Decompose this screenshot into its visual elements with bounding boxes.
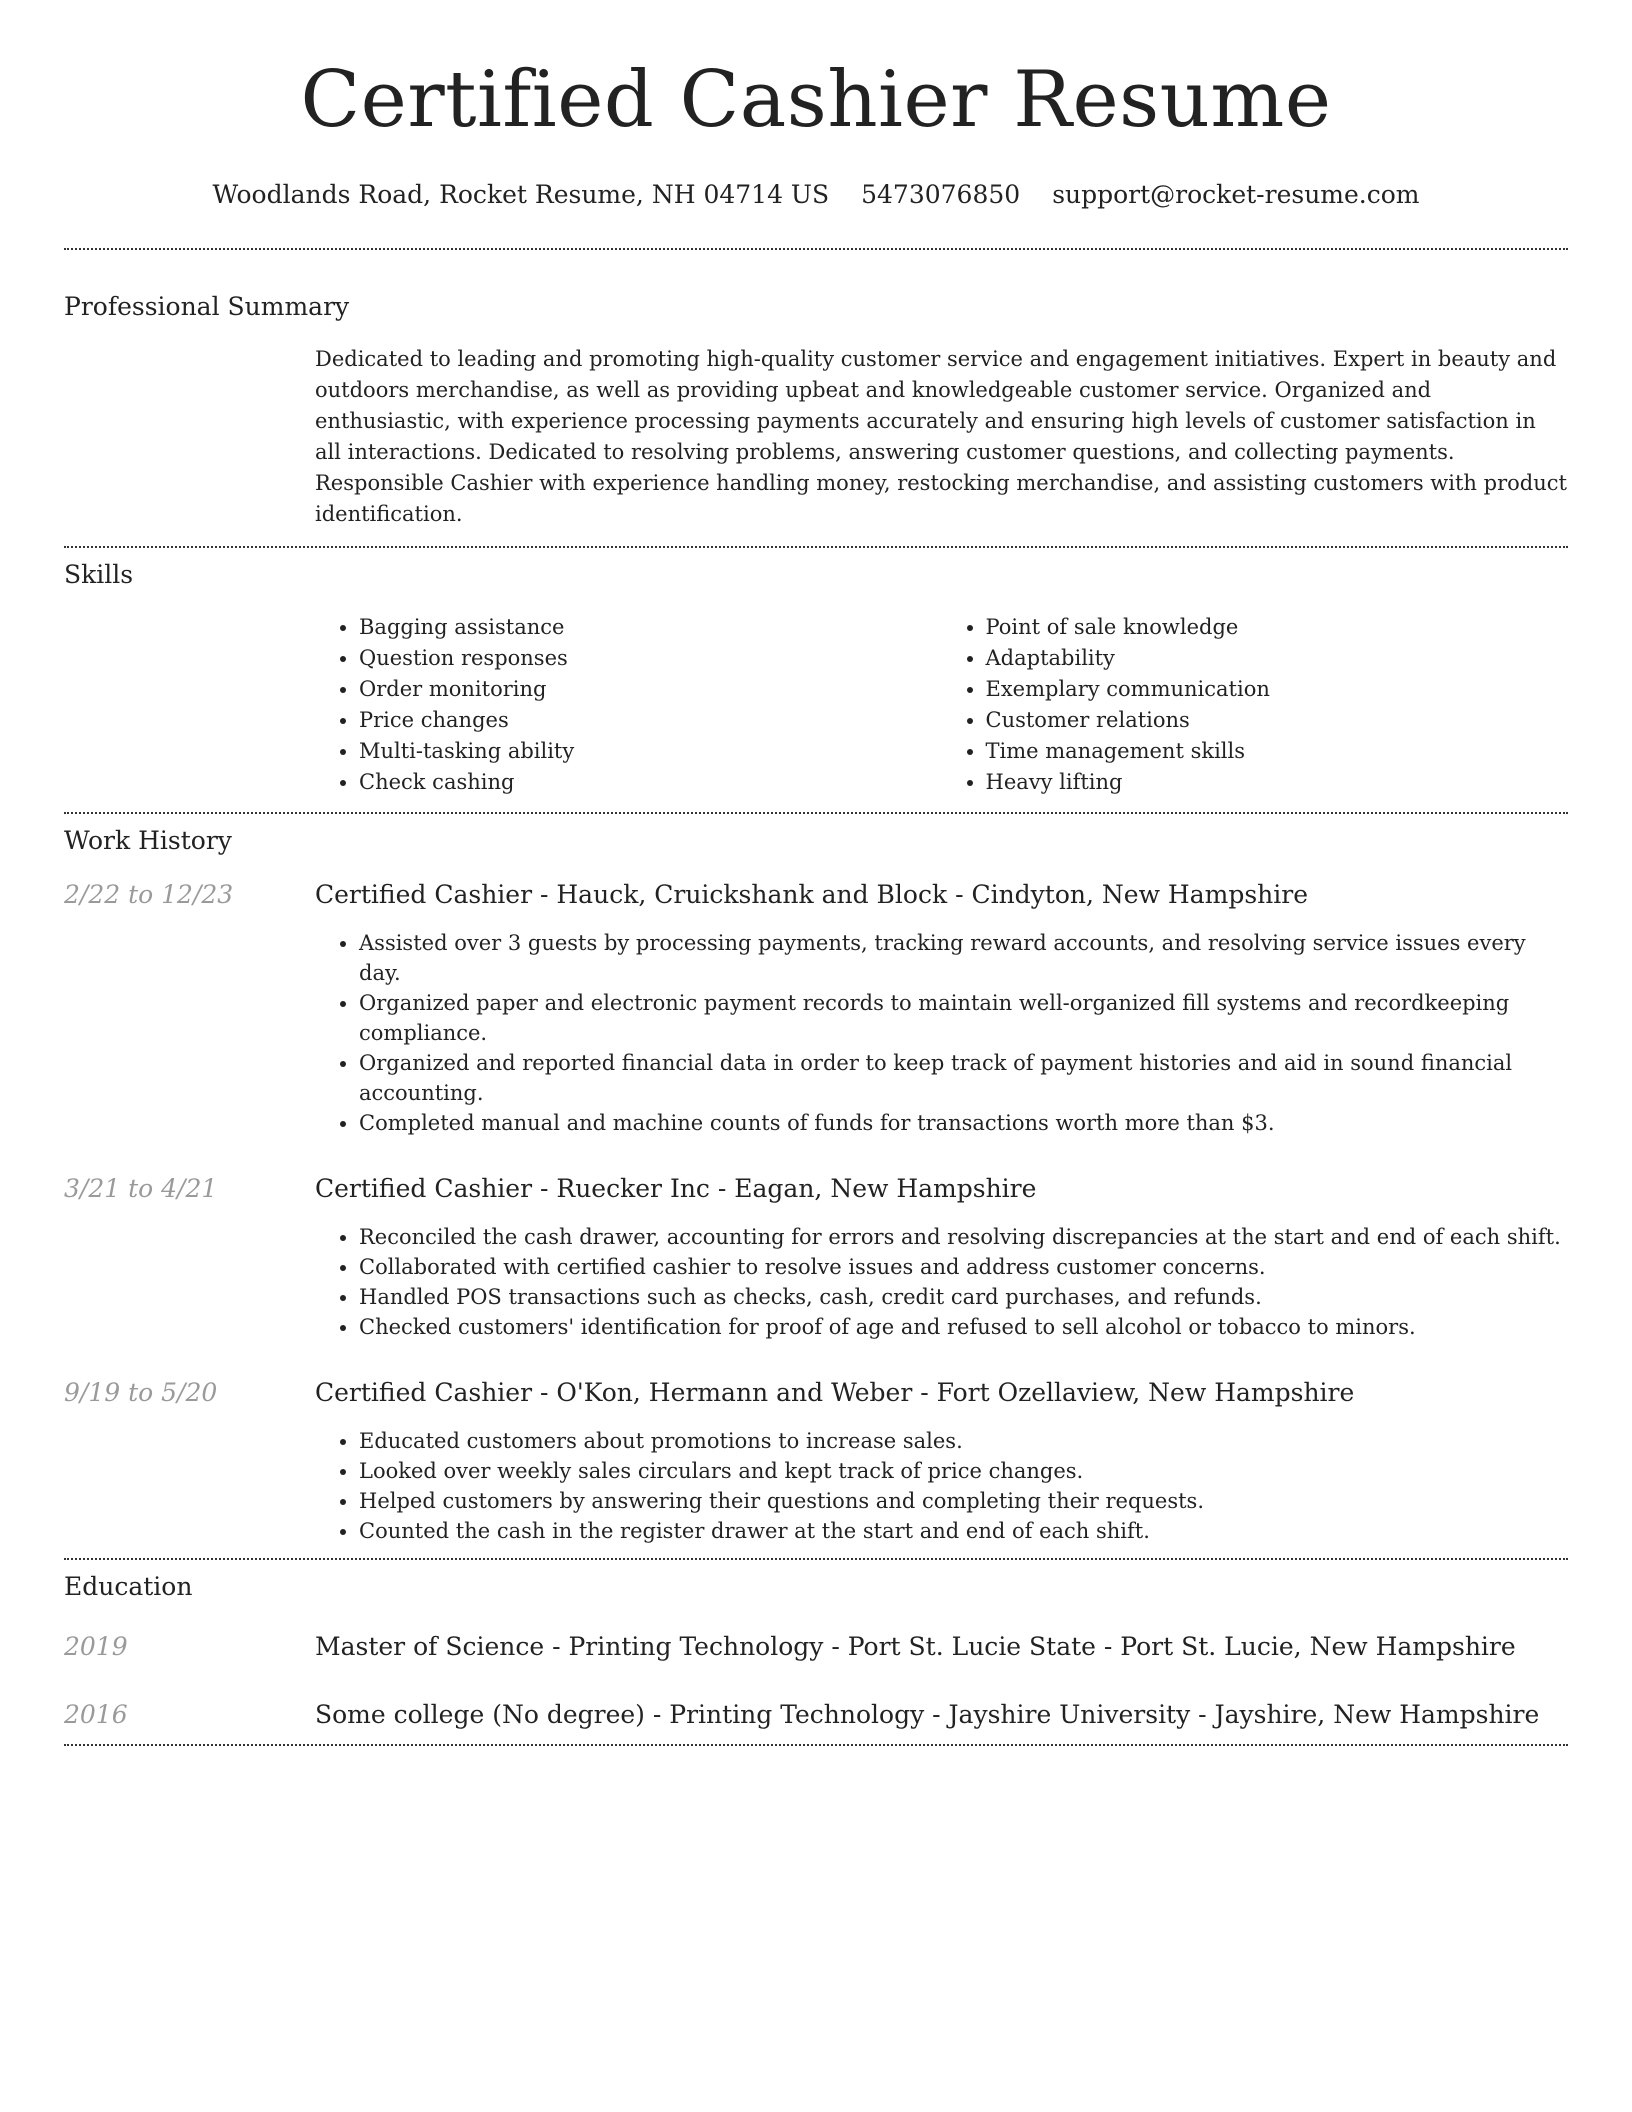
contact-email: support@rocket-resume.com	[1052, 180, 1420, 209]
education-heading: Education	[64, 1572, 193, 1601]
job-entry	[64, 1172, 1568, 1342]
contact-phone: 5473076850	[861, 180, 1021, 209]
work-history-divider	[64, 1558, 1568, 1560]
job-bullets	[315, 1222, 1568, 1342]
skills-heading: Skills	[64, 560, 134, 589]
skill-item: • Exemplary communication	[986, 674, 1569, 705]
skills-divider	[64, 812, 1568, 814]
skill-item: • Time management skills	[986, 736, 1569, 767]
summary-heading: Professional Summary	[64, 292, 350, 321]
job-bullets	[315, 1426, 1568, 1546]
education-entry	[64, 1630, 1568, 1664]
education-details: Some college (No degree) - Printing Technology - Jayshire University - Jayshire, New Hampshire	[315, 1700, 1540, 1729]
resume-header	[64, 0, 1568, 212]
job-details	[315, 878, 1568, 1138]
job-bullet: • Counted the cash in the register drawer at the start and end of each shift.	[359, 1516, 1568, 1546]
education-details: Master of Science - Printing Technology - Port St. Lucie State - Port St. Lucie, New Hampshire	[315, 1632, 1516, 1661]
job-date: 9/19 to 5/20	[64, 1378, 218, 1407]
job-bullet: • Helped customers by answering their questions and completing their requests.	[359, 1486, 1568, 1516]
job-bullet: • Handled POS transactions such as checks, cash, credit card purchases, and refunds.	[359, 1282, 1568, 1312]
header-divider	[64, 248, 1568, 250]
education-divider	[64, 1744, 1568, 1746]
skills-section	[64, 558, 1568, 798]
job-bullet: • Assisted over 3 guests by processing payments, tracking reward accounts, and resolving service issues every day.	[359, 928, 1568, 988]
skill-item: • Price changes	[359, 705, 942, 736]
skill-item: • Customer relations	[986, 705, 1569, 736]
contact-info	[64, 178, 1568, 212]
education-year: 2016	[64, 1700, 128, 1729]
job-bullet: • Reconciled the cash drawer, accounting for errors and resolving discrepancies at the start and end of each shift.	[359, 1222, 1568, 1252]
job-bullets	[315, 928, 1568, 1138]
education-year: 2019	[64, 1632, 128, 1661]
job-bullet: • Checked customers' identification for proof of age and refused to sell alcohol or tobacco to minors.	[359, 1312, 1568, 1342]
summary-section	[64, 290, 1568, 530]
job-bullet: • Collaborated with certified cashier to resolve issues and address customer concerns.	[359, 1252, 1568, 1282]
resume-page	[64, 0, 1568, 1746]
skill-item: • Question responses	[359, 643, 942, 674]
job-bullet: • Organized and reported financial data in order to keep track of payment histories and aid in sound financial accounting.	[359, 1048, 1568, 1108]
job-heading: Certified Cashier - O'Kon, Hermann and Weber - Fort Ozellaview, New Hampshire	[315, 1378, 1355, 1407]
skill-item: • Point of sale knowledge	[986, 612, 1569, 643]
work-history-heading: Work History	[64, 826, 232, 855]
skill-item: • Heavy lifting	[986, 767, 1569, 798]
job-entry	[64, 1376, 1568, 1558]
summary-text: Dedicated to leading and promoting high-quality customer service and engagement initiatives. Expert in beauty and outdoors merchandise, as well as providing upbeat and knowledgeable customer service. Organized and enthusiastic, with experience processing payments accurately and ensuring high levels of customer satisfaction in all interactions. Dedicated to resolving problems, answering customer questions, and collecting payments. Responsible Cashier with experience handling money, restocking merchandise, and assisting customers with product identification.	[315, 347, 1567, 526]
contact-address: Woodlands Road, Rocket Resume, NH 04714 US	[212, 180, 830, 209]
skill-item: • Bagging assistance	[359, 612, 942, 643]
job-bullet: • Organized paper and electronic payment records to maintain well-organized fill systems and recordkeeping compliance.	[359, 988, 1568, 1048]
job-date: 2/22 to 12/23	[64, 880, 234, 909]
education-section	[64, 1570, 1568, 1732]
skill-item: • Check cashing	[359, 767, 942, 798]
job-bullet: • Looked over weekly sales circulars and kept track of price changes.	[359, 1456, 1568, 1486]
work-history-section	[64, 824, 1568, 1558]
job-date: 3/21 to 4/21	[64, 1174, 218, 1203]
job-bullet: • Completed manual and machine counts of funds for transactions worth more than $3.	[359, 1108, 1568, 1138]
education-entry	[64, 1698, 1568, 1732]
skill-item: • Adaptability	[986, 643, 1569, 674]
skills-list-right	[942, 612, 1569, 798]
job-bullet: • Educated customers about promotions to increase sales.	[359, 1426, 1568, 1456]
summary-divider	[64, 546, 1568, 548]
skill-item: • Multi-tasking ability	[359, 736, 942, 767]
job-details	[315, 1376, 1568, 1558]
skills-grid	[315, 612, 1568, 798]
job-heading: Certified Cashier - Ruecker Inc - Eagan, New Hampshire	[315, 1174, 1037, 1203]
job-heading: Certified Cashier - Hauck, Cruickshank and Block - Cindyton, New Hampshire	[315, 880, 1309, 909]
job-entry	[64, 878, 1568, 1138]
skills-list-left	[315, 612, 942, 798]
resume-title: Certified Cashier Resume	[300, 55, 1332, 145]
job-details	[315, 1172, 1568, 1342]
skill-item: • Order monitoring	[359, 674, 942, 705]
